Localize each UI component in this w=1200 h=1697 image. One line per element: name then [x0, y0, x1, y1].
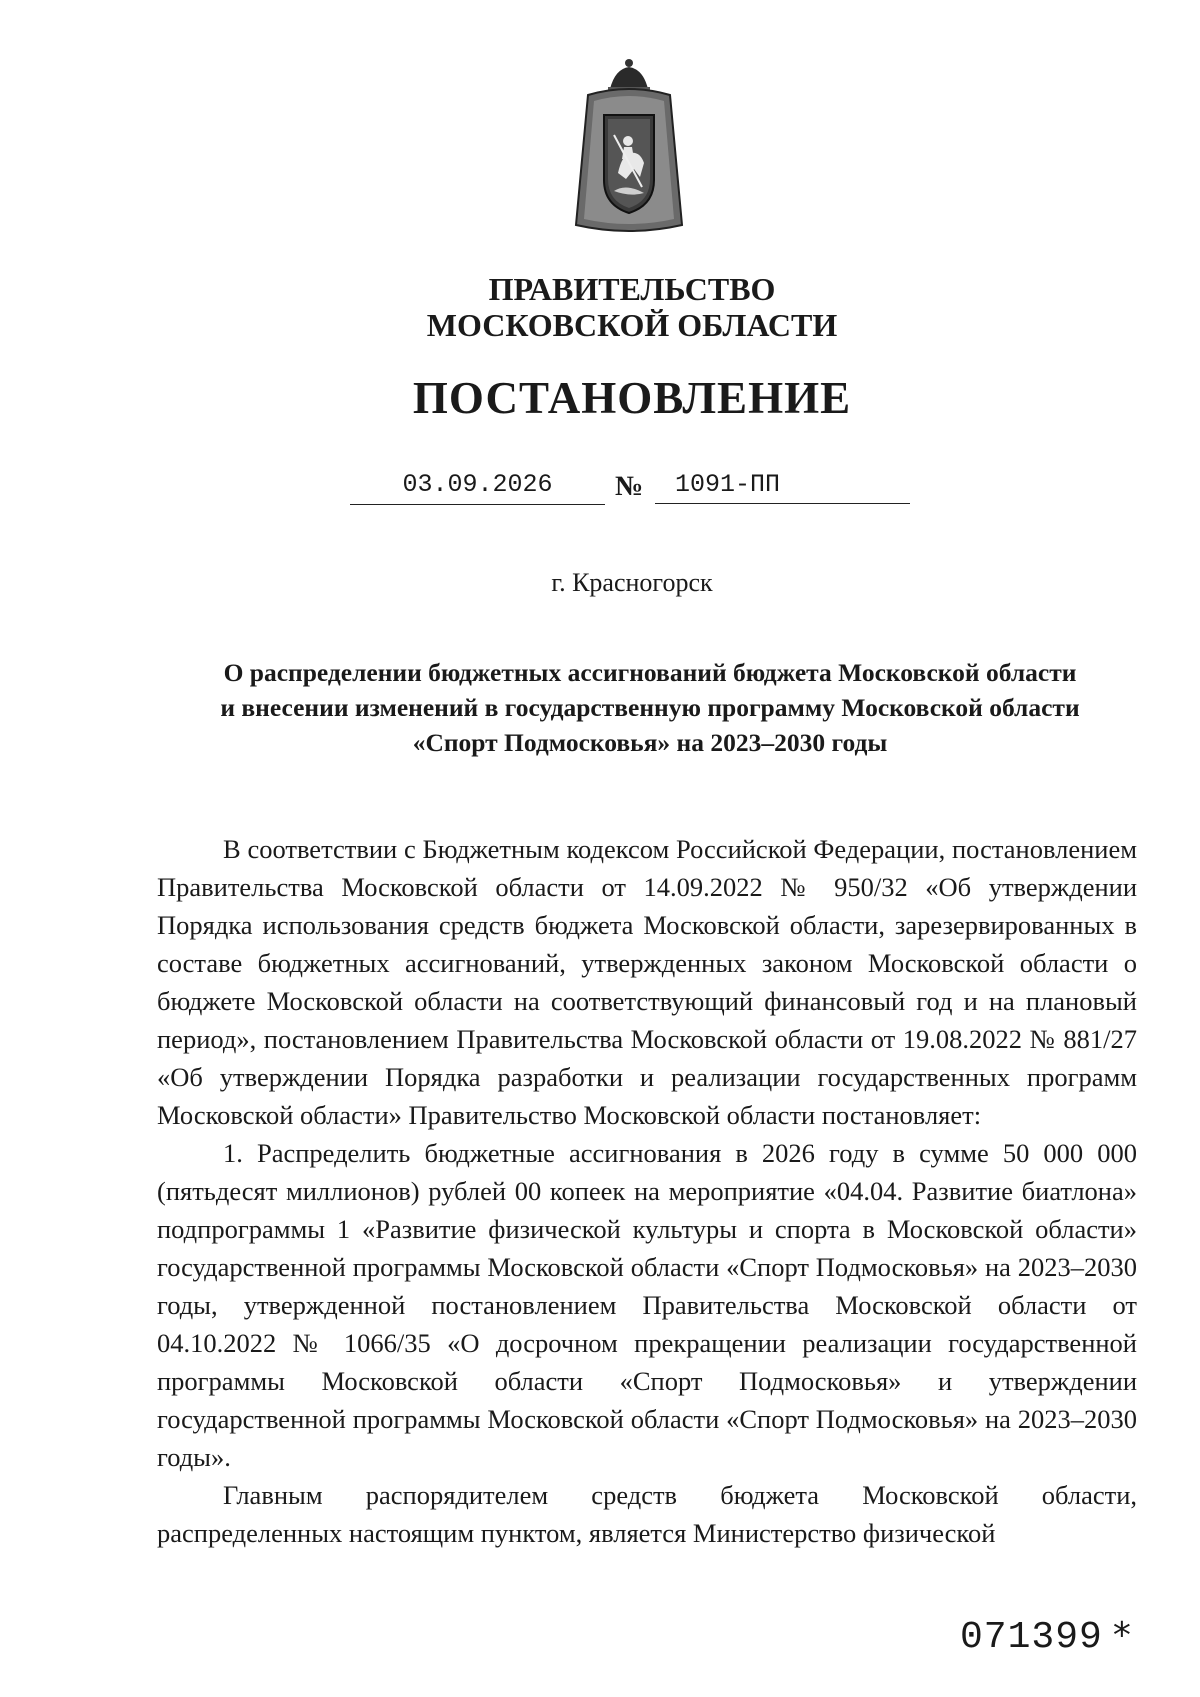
document-type: ПОСТАНОВЛЕНИЕ — [412, 373, 852, 423]
body-paragraph-preamble: В соответствии с Бюджетным кодексом Российской Федерации, постановлением Правительства Московской области от 14.09.2022 № 950/32 «Об утверждении Порядка использования средств бюджета Московской области, зарезервированных в составе бюджетных ассигнований, утвержденных законом Московской области о бюджете Московской области на соответствующий финансовый год и на плановый период», постановлением Правительства Московской области от 19.08.2022 № 881/27 «Об утверждении Порядка разработки и реализации государственных программ Московской области» Правительство Московской области постановляет: — [157, 834, 1137, 1130]
title-line3: «Спорт Подмосковья» на 2023–2030 годы — [412, 728, 888, 757]
document-body — [157, 830, 1137, 1552]
body-paragraph-item1-manager: Главным распорядителем средств бюджета Московской области, распределенных настоящим пунктом, является Министерство физической — [157, 1480, 1137, 1548]
asterisk-mark: * — [1112, 1615, 1132, 1656]
document-title — [150, 655, 1150, 760]
issue-city: г. Красногорск — [551, 568, 713, 597]
title-line1: О распределении бюджетных ассигнований бюджета Московской области — [223, 658, 1077, 687]
document-number: 1091-ПП — [655, 470, 910, 504]
body-paragraph-item1: 1. Распределить бюджетные ассигнования в 2026 году в сумме 50 000 000 (пятьдесят миллионов) рублей 00 копеек на мероприятие «04.04. Развитие биатлона» подпрограммы 1 «Развитие физической культуры и спорта в Московской области» государственной программы Московской области «Спорт Подмосковья» на 2023–2030 годы, утвержденной постановлением Правительства Московской области от 04.10.2022 № 1066/35 «О досрочном прекращении реализации государственной программы Московской области «Спорт Подмосковья» и утверждении государственной программы Московской области «Спорт Подмосковья» на 2023–2030 годы». — [157, 1138, 1137, 1472]
document-date: 03.09.2026 — [350, 470, 605, 505]
government-name-line1: ПРАВИТЕЛЬСТВО — [488, 271, 776, 307]
coat-of-arms-icon — [570, 55, 688, 235]
number-sign: № — [615, 471, 644, 502]
serial-number: 071399 — [960, 1616, 1103, 1659]
title-line2: и внесении изменений в государственную программу Московской области — [220, 693, 1080, 722]
government-name-line2: МОСКОВСКОЙ ОБЛАСТИ — [426, 307, 838, 343]
document-serial-code — [960, 1615, 1132, 1659]
